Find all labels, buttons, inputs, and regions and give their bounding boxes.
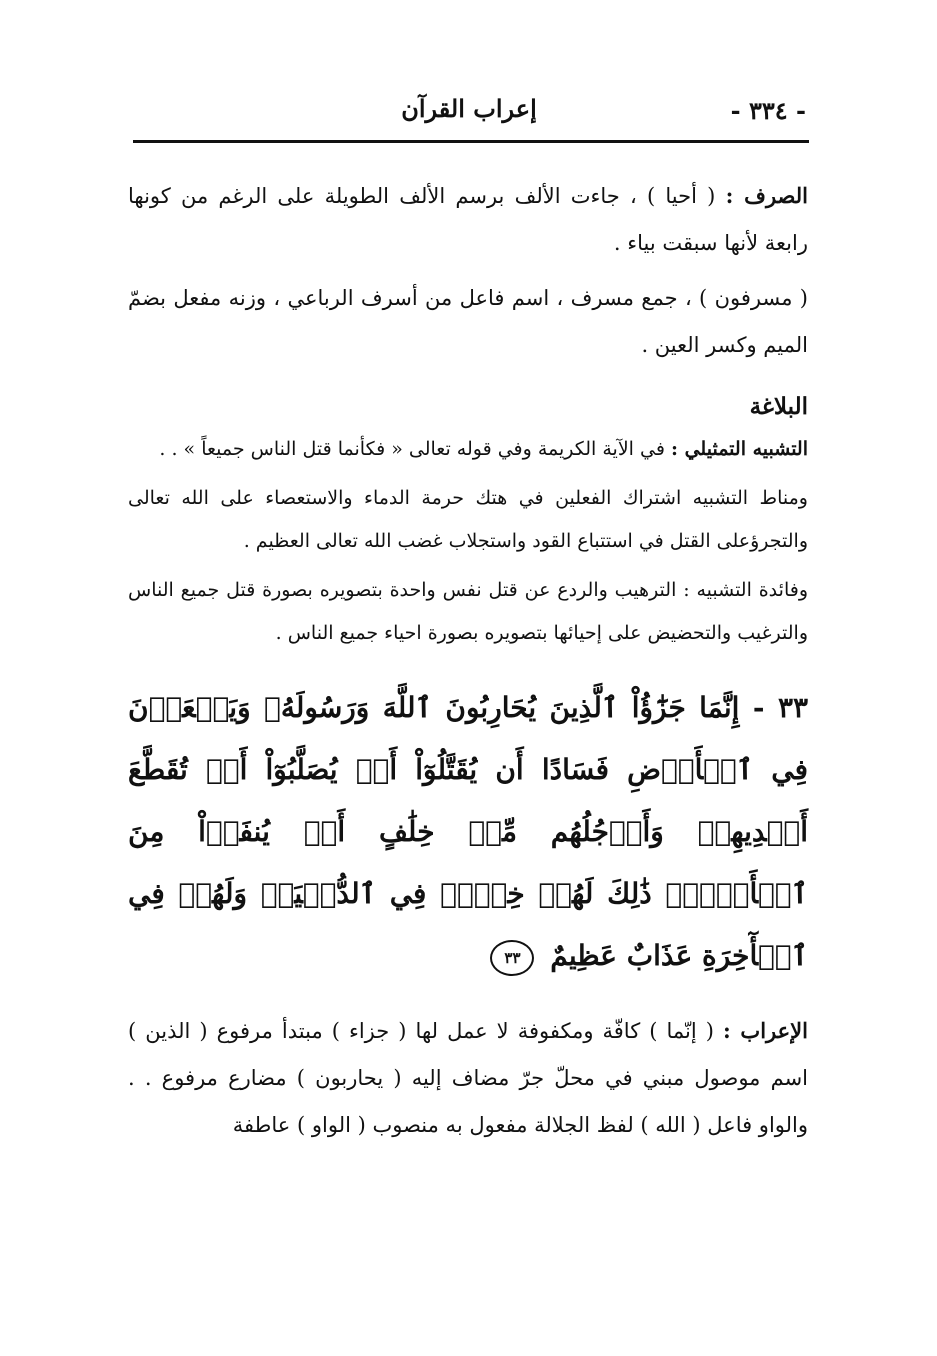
running-title: إعراب القرآن: [401, 94, 537, 123]
header-rule: [133, 140, 809, 143]
balagha-manat-paragraph: ومناط التشبيه اشتراك الفعلين في هتك حرمة الدماء والاستعصاء على الله تعالى والتجرؤعلى القتل في استتباع القود واستجلاب غضب الله تعالى العظيم .: [128, 487, 808, 552]
quran-verse: [128, 677, 808, 987]
sarf-text-1: ( أحيا ) ، جاءت الألف برسم الألف الطويلة على الرغم من كونها رابعة لأنها سبقت بياء .: [128, 184, 808, 255]
page-header: [130, 88, 808, 138]
sarf-paragraph-2: ( مسرفون ) ، جمع مسرف ، اسم فاعل من أسرف الرباعي ، وزنه مفعل بضمّ الميم وكسر العين .: [128, 286, 808, 357]
irab-text: ( إنّما ) كافّة ومكفوفة لا عمل لها ( جزاء ) مبتدأ مرفوع ( الذين ) اسم موصول مبني في محلّ جرّ مضاف إليه ( يحاربون ) مضارع مرفوع . . والواو فاعل ( الله ) لفظ الجلالة مفعول به منصوب ( الواو ) عاطفة: [128, 1019, 808, 1137]
verse-end-marker: ٣٣: [490, 940, 534, 976]
verse-text: إِنَّمَا جَزَٰٓؤُاْ ٱلَّذِينَ يُحَارِبُونَ ٱللَّهَ وَرَسُولَهُۥ وَيَسۡعَوۡنَ فِي ٱلۡأَرۡضِ فَسَادًا أَن يُقَتَّلُوٓاْ أَوۡ يُصَلَّبُوٓاْ أَوۡ تُقَطَّعَ أَيۡدِيهِمۡ وَأَرۡجُلُهُم مِّنۡ خِلَٰفٍ أَوۡ يُنفَوۡاْ مِنَ ٱلۡأَرۡضِۚ ذَٰلِكَ لَهُمۡ خِزۡيٞ فِي ٱلدُّنۡيَاۖ وَلَهُمۡ فِي ٱلۡأٓخِرَةِ عَذَابٌ عَظِيمٌ: [128, 691, 808, 972]
page-number: - ٣٣٤ -: [730, 96, 806, 125]
balagha-label: التشبيه التمثيلي :: [670, 438, 808, 460]
balagha-intro-text: في الآية الكريمة وفي قوله تعالى « فكأنما قتل الناس جميعاً » . .: [159, 438, 665, 460]
sarf-label: الصرف :: [725, 183, 808, 208]
irab-label: الإعراب :: [723, 1018, 808, 1043]
balagha-faida-paragraph: وفائدة التشبيه : الترهيب والردع عن قتل نفس واحدة بتصويره بصورة قتل جميع الناس والترغيب والتحضيض على إحيائها بتصويره بصورة احياء جميع الناس .: [128, 579, 808, 644]
irab-paragraph: [128, 1007, 808, 1149]
balagha-heading: البلاغة: [749, 393, 808, 420]
balagha-intro-paragraph: [128, 428, 808, 471]
page-body: [128, 172, 808, 1157]
verse-number: ٣٣ -: [752, 691, 809, 724]
sarf-paragraph-1: [128, 172, 808, 267]
